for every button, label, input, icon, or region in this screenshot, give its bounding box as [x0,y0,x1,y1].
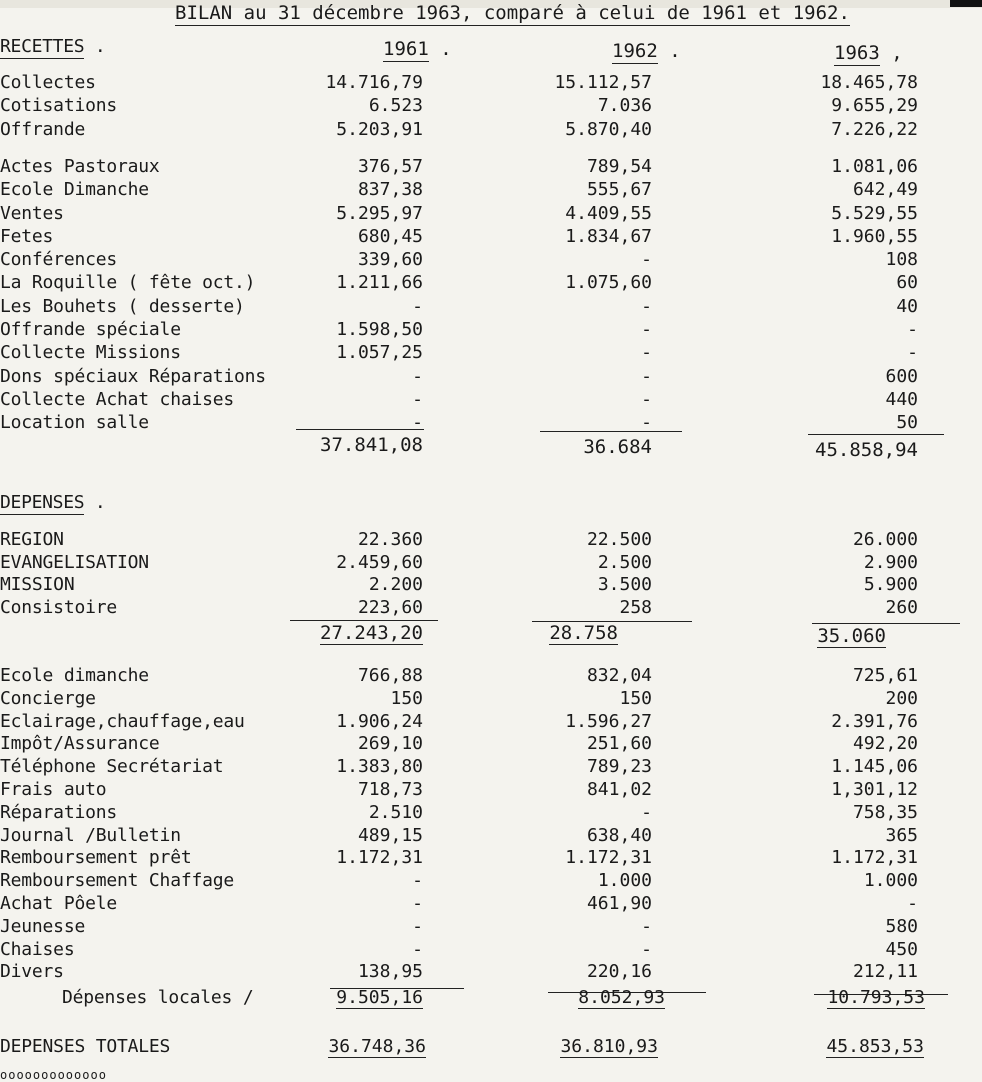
row-label: Divers [0,961,64,983]
row-label: Concierge [0,687,96,709]
table-row [0,551,982,574]
cell-1963: 40 [896,295,918,317]
table-row [0,225,982,248]
recettes-total-1963: 45.858,94 [815,439,918,461]
table-row [0,892,982,915]
cell-1962: - [641,915,652,937]
cell-1961: 2.459,60 [336,551,423,573]
table-row [0,596,982,619]
row-label: Achat Pôele [0,893,118,914]
row-label: Actes Pastoraux [0,155,160,177]
cell-1961: 339,60 [357,249,423,271]
grand-total-1963: 45.853,53 [826,1036,924,1057]
cell-1961: 1.211,66 [336,272,423,294]
locales-total-label: Dépenses locales / [62,987,254,1008]
table-row [0,687,982,710]
table-row [0,732,982,755]
row-label: Journal /Bulletin [0,824,181,846]
cell-1962: 789,23 [586,756,652,778]
grand-total-1962: 36.810,93 [560,1036,658,1057]
cell-1962: 22.500 [586,529,652,550]
cell-1963: - [907,319,918,340]
cell-1963: 60 [896,272,918,294]
cell-1963: - [907,342,918,364]
table-row [0,824,982,847]
row-label: Ecole Dimanche [0,179,149,201]
table-row [0,960,982,983]
grand-total-row [0,1035,982,1058]
row-label: Eclairage,chauffage,eau [0,710,245,732]
cell-1963: 2.391,76 [831,710,918,732]
cell-1961: - [412,365,423,387]
row-label: Remboursement Chaffage [0,870,235,892]
footer-marks: ooooooooooooo [0,1068,107,1082]
table-row [0,118,982,141]
cell-1961: 1.172,31 [336,847,423,869]
table-row [0,938,982,961]
cell-1963: - [907,893,918,914]
cell-1963: 758,35 [852,801,918,823]
cell-1962: 789,54 [586,155,652,177]
cell-1963: 600 [885,365,918,387]
depenses-total-1962: 28.758 [549,622,618,644]
cell-1963: 5.529,55 [831,202,918,224]
cell-1961: 5.203,91 [336,118,423,140]
table-row [0,778,982,801]
cell-1961: - [412,388,423,410]
recettes-sum-rule-1963 [808,434,944,435]
cell-1961: 5.295,97 [336,202,423,224]
cell-1962: 258 [619,596,652,618]
cell-1963: 200 [885,687,918,709]
row-label: Consistoire [0,596,118,618]
cell-1962: - [641,319,652,340]
cell-1962: - [641,938,652,960]
cell-1962: - [641,342,652,364]
cell-1962: 7.036 [597,95,652,117]
cell-1962: 2.500 [597,551,652,573]
table-row [0,411,982,434]
row-label: Les Bouhets ( desserte) [0,295,245,317]
row-label: Ventes [0,202,64,224]
cell-1961: 1.598,50 [336,319,423,340]
cell-1961: 269,10 [357,733,423,755]
cell-1962: - [641,295,652,317]
cell-1961: 14.716,79 [325,72,423,93]
cell-1961: 2.510 [368,801,423,823]
cell-1963: 440 [885,388,918,410]
cell-1961: 223,60 [357,596,423,618]
cell-1962: - [641,365,652,387]
table-row [0,295,982,318]
cell-1963: 7.226,22 [831,118,918,140]
document-title: BILAN au 31 décembre 1963, comparé à celui de 1961 et 1962. [175,2,850,24]
cell-1962: 1.075,60 [565,272,652,294]
table-row [0,365,982,388]
cell-1961: - [412,870,423,892]
depenses-total-1963: 35.060 [817,625,886,647]
row-label: Conférences [0,249,118,271]
cell-1963: 212,11 [852,961,918,983]
cell-1962: 1.172,31 [565,847,652,869]
cell-1961: 718,73 [357,779,423,800]
row-label: Remboursement prêt [0,847,192,869]
cell-1962: 832,04 [586,665,652,686]
cell-1962: 461,90 [586,893,652,914]
row-label: MISSION [0,574,75,595]
cell-1963: 108 [885,249,918,271]
cell-1963: 1.960,55 [831,225,918,247]
cell-1962: 1.596,27 [565,710,652,732]
table-row [0,388,982,411]
table-row [0,664,982,687]
cell-1962: 555,67 [586,179,652,201]
table-row [0,248,982,271]
column-header-1961: 1961 . [383,38,452,60]
row-label: Collecte Achat chaises [0,388,235,410]
locales-total-1962: 8.052,93 [578,987,665,1008]
cell-1962: 220,16 [586,961,652,983]
table-row [0,869,982,892]
recettes-heading: RECETTES . [0,36,106,57]
row-label: Fetes [0,225,54,247]
cell-1963: 1.172,31 [831,847,918,869]
recettes-total-1961: 37.841,08 [320,434,423,456]
cell-1961: 837,38 [357,179,423,201]
cell-1961: - [412,893,423,914]
row-label: Chaises [0,938,75,960]
row-label: Cotisations [0,95,118,117]
row-label: Ecole dimanche [0,665,149,686]
table-row [0,318,982,341]
cell-1963: 18.465,78 [820,72,918,93]
cell-1963: 5.900 [863,574,918,595]
row-label: EVANGELISATION [0,551,149,573]
row-label: Offrande spéciale [0,319,181,340]
cell-1961: 489,15 [357,824,423,846]
recettes-sum-rule-1962 [540,431,682,432]
row-label: REGION [0,529,64,550]
cell-1963: 725,61 [852,665,918,686]
cell-1961: 150 [390,687,423,709]
locales-total-row [0,986,982,1009]
table-row [0,155,982,178]
table-row [0,94,982,117]
table-row [0,801,982,824]
cell-1961: 2.200 [368,574,423,595]
cell-1962: 251,60 [586,733,652,755]
cell-1961: 138,95 [357,961,423,983]
row-label: Frais auto [0,779,107,800]
table-row [0,915,982,938]
table-row [0,202,982,225]
cell-1961: 22.360 [357,529,423,550]
row-label: Jeunesse [0,915,86,937]
cell-1961: 1.906,24 [336,710,423,732]
cell-1963: 365 [885,824,918,846]
row-label: La Roquille ( fête oct.) [0,272,256,294]
cell-1962: 5.870,40 [565,118,652,140]
table-row [0,755,982,778]
cell-1963: 2.900 [863,551,918,573]
cell-1963: 492,20 [852,733,918,755]
depenses-total-1961: 27.243,20 [320,622,423,644]
cell-1962: - [641,249,652,271]
cell-1963: 9.655,29 [831,95,918,117]
recettes-total-1962: 36.684 [583,436,652,458]
scan-corner-mark [950,0,982,7]
cell-1961: 766,88 [357,665,423,686]
row-label: Collectes [0,72,96,93]
cell-1962: 1.000 [597,870,652,892]
cell-1961: - [412,295,423,317]
row-label: Téléphone Secrétariat [0,756,224,778]
cell-1963: 642,49 [852,179,918,201]
grand-total-label: DEPENSES TOTALES [0,1036,171,1057]
table-row [0,341,982,364]
table-row [0,846,982,869]
cell-1961: 376,57 [357,155,423,177]
cell-1962: 3.500 [597,574,652,595]
cell-1963: 1.081,06 [831,155,918,177]
cell-1961: - [412,412,423,434]
table-row [0,710,982,733]
row-label: Impôt/Assurance [0,733,160,755]
row-label: Collecte Missions [0,342,181,364]
cell-1961: 1.383,80 [336,756,423,778]
locales-total-1963: 10.793,53 [827,987,925,1008]
cell-1963: 26.000 [852,529,918,550]
cell-1962: - [641,801,652,823]
cell-1963: 50 [896,412,918,434]
row-label: Offrande [0,118,86,140]
cell-1962: 841,02 [586,779,652,800]
cell-1961: - [412,915,423,937]
cell-1963: 580 [885,915,918,937]
cell-1962: 15.112,57 [554,72,652,93]
table-row [0,528,982,551]
grand-total-1961: 36.748,36 [328,1036,426,1057]
cell-1963: 450 [885,938,918,960]
cell-1961: - [412,938,423,960]
table-row [0,71,982,94]
cell-1962: 4.409,55 [565,202,652,224]
cell-1963: 1,301,12 [831,779,918,800]
cell-1962: - [641,388,652,410]
cell-1962: - [641,412,652,434]
depenses-heading: DEPENSES . [0,492,106,513]
column-header-1963: 1963 , [834,42,903,64]
cell-1963: 260 [885,596,918,618]
locales-total-1961: 9.505,16 [336,987,423,1008]
cell-1962: 1.834,67 [565,225,652,247]
cell-1963: 1.000 [863,870,918,892]
cell-1963: 1.145,06 [831,756,918,778]
row-label: Réparations [0,801,118,823]
cell-1962: 638,40 [586,824,652,846]
cell-1961: 1.057,25 [336,342,423,364]
cell-1962: 150 [619,687,652,709]
recettes-sum-rule-1961 [296,429,424,430]
row-label: Dons spéciaux Réparations [0,365,266,387]
cell-1961: 6.523 [368,95,423,117]
column-header-1962: 1962 . [612,40,681,62]
table-row [0,271,982,294]
row-label: Location salle [0,412,149,434]
table-row [0,573,982,596]
cell-1961: 680,45 [357,225,423,247]
table-row [0,178,982,201]
